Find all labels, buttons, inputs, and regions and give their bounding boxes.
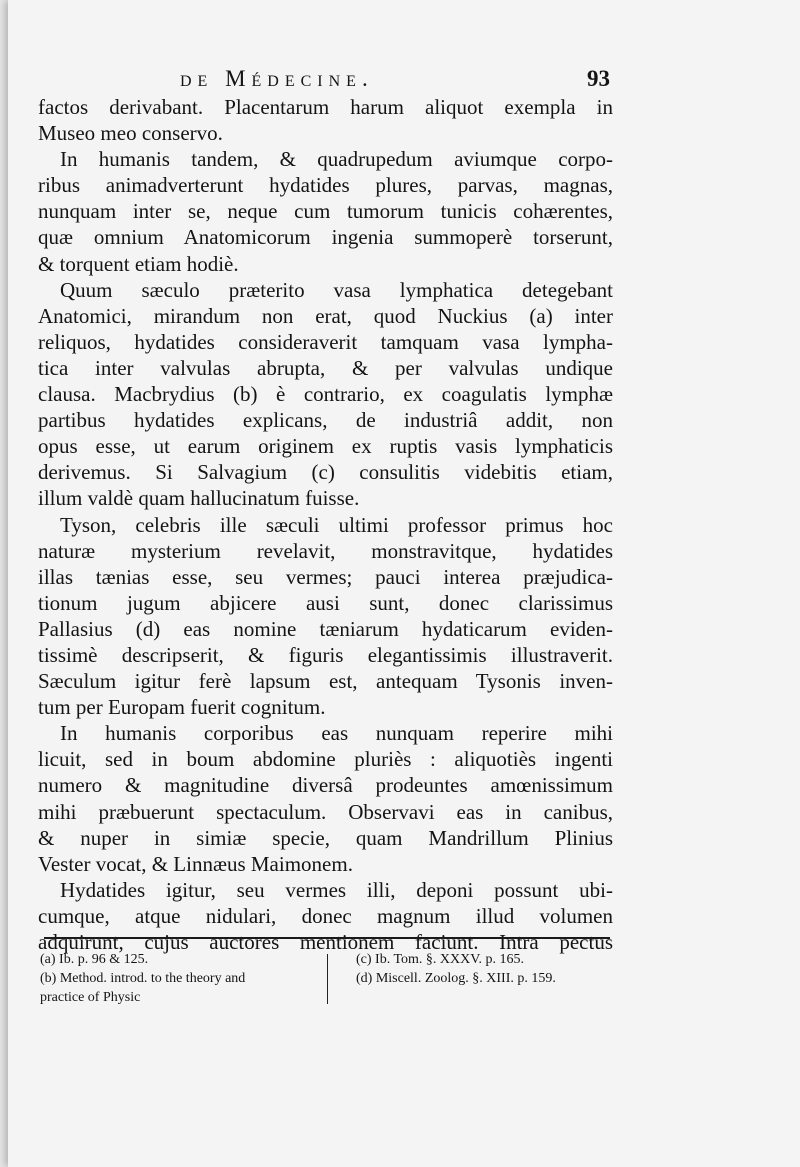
text-line: opus esse, ut earum originem ex ruptis vasis lymphaticis [38, 434, 613, 459]
text-line: tum per Europam fuerit cognitum. [38, 695, 326, 720]
page-number: 93 [587, 66, 610, 91]
text-line: illas tænias esse, seu vermes; pauci interea præjudica- [38, 564, 613, 589]
text-line: Museo meo conservo. [38, 121, 223, 146]
footnotes [40, 950, 612, 1008]
text-line: tissimè descripserit, & figuris elegantissimis illustraverit. [38, 642, 613, 667]
text-line: & torquent etiam hodiè. [38, 251, 239, 276]
text-line: Anatomici, mirandum non erat, quod Nuckius (a) inter [38, 303, 613, 328]
footnotes-left-column [40, 950, 320, 1007]
text-line: reliquos, hydatides consideraverit tamquam vasa lympha- [38, 329, 613, 354]
footnote-b: (b) Method. introd. to the theory and [40, 971, 246, 986]
text-line: mihi præbuerunt spectaculum. Observavi eas in canibus, [38, 799, 613, 824]
text-line: ribus animadverterunt hydatides plures, parvas, magnas, [38, 173, 613, 198]
text-line: factos derivabant. Placentarum harum aliquot exempla in [38, 95, 613, 119]
footnotes-right-column [356, 950, 612, 988]
footnote-a: (a) Ib. p. 96 & 125. [40, 952, 149, 967]
text-line: naturæ mysterium revelavit, monstravitque, hydatides [38, 538, 613, 563]
book-page [8, 0, 800, 1167]
text-line: partibus hydatides explicans, de industriâ addit, non [38, 408, 613, 433]
footnote-divider [44, 937, 610, 939]
text-line: illum valdè quam hallucinatum fuisse. [38, 486, 360, 511]
text-line: tica inter valvulas abrupta, & per valvulas undique [38, 355, 613, 380]
text-line: Quum sæculo præterito vasa lymphatica detegebant [60, 277, 613, 302]
footnote-b-continued: practice of Physic [40, 990, 141, 1005]
text-line: quæ omnium Anatomicorum ingenia summoperè torserunt, [38, 225, 613, 250]
footnote-column-divider [327, 954, 328, 1004]
text-line: Hydatides igitur, seu vermes illi, deponi possunt ubi- [60, 877, 613, 902]
text-line: Pallasius (d) eas nomine tæniarum hydaticarum eviden- [38, 616, 613, 641]
text-line: & nuper in simiæ specie, quam Mandrillum Plinius [38, 825, 613, 850]
running-title: de Médecine. [180, 66, 374, 91]
text-line: In humanis corporibus eas nunquam reperire mihi [60, 721, 613, 746]
text-line: Sæculum igitur ferè lapsum est, antequam Tysonis inven- [38, 669, 613, 694]
text-line: tionum jugum abjicere ausi sunt, donec clarissimus [38, 590, 613, 615]
footnote-d: (d) Miscell. Zoolog. §. XIII. p. 159. [356, 971, 556, 986]
text-line: adquirunt, cujus auctores mentionem faciunt. Intra pectus [38, 930, 613, 954]
text-line: Vester vocat, & Linnæus Maimonem. [38, 851, 353, 876]
text-line: In humanis tandem, & quadrupedum aviumque corpo- [60, 147, 613, 172]
text-line: nunquam inter se, neque cum tumorum tunicis cohærentes, [38, 199, 613, 224]
text-line: Tyson, celebris ille sæculi ultimi professor primus hoc [60, 512, 613, 537]
text-line: derivemus. Si Salvagium (c) consulitis videbitis etiam, [38, 460, 613, 485]
text-line: clausa. Macbrydius (b) è contrario, ex coagulatis lymphæ [38, 382, 613, 407]
text-line: numero & magnitudine diversâ prodeuntes amœnissimum [38, 773, 613, 798]
body-text [38, 94, 613, 955]
footnote-c: (c) Ib. Tom. §. XXXV. p. 165. [356, 952, 525, 967]
text-line: cumque, atque nidulari, donec magnum illud volumen [38, 903, 613, 928]
text-line: licuit, sed in boum abdomine pluriès : aliquotiès ingenti [38, 747, 613, 772]
